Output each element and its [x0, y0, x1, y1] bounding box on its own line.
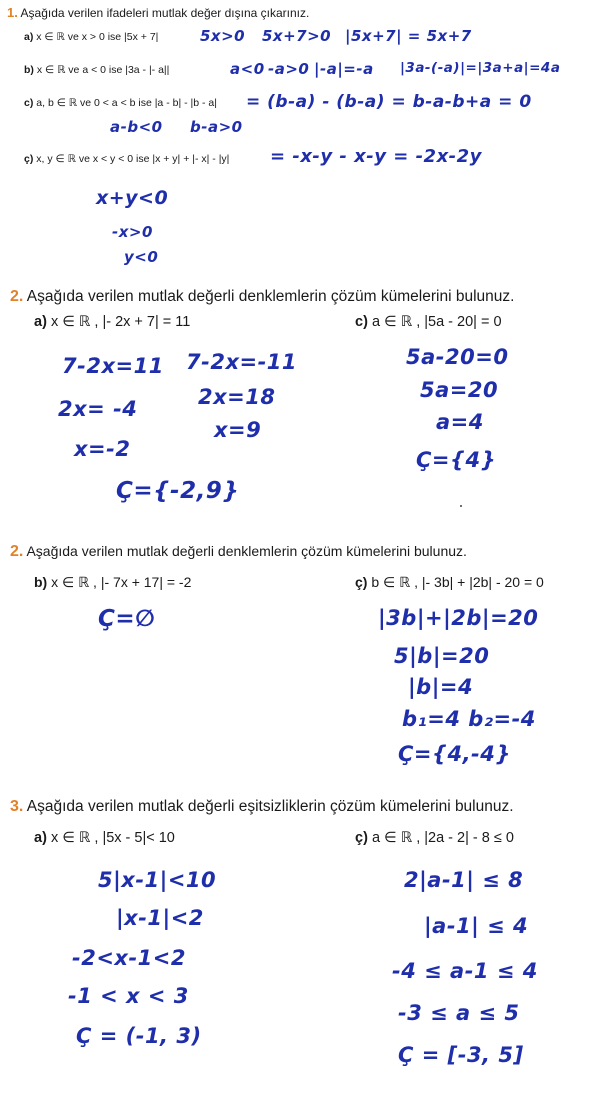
stray-dot [460, 505, 462, 507]
q1b-work-2: -a>0 [268, 60, 310, 78]
q3-a-work-2: |x-1|<2 [116, 906, 204, 930]
q2b-c-work-1: |3b|+|2b|=20 [378, 606, 539, 630]
q2a-header [10, 288, 514, 306]
q3-a-prompt [34, 830, 175, 846]
q2b-c-work-2: 5|b|=20 [394, 644, 490, 668]
q1d-work-3: -x>0 [112, 223, 153, 241]
q1b-label: b) [24, 64, 34, 76]
q3-a-work-3: -2<x-1<2 [72, 946, 187, 970]
q3-c-work-1: 2|a-1| ≤ 8 [404, 868, 524, 892]
q2a-a-work-left-3: x=-2 [74, 437, 131, 461]
q3-a-work-1: 5|x-1|<10 [98, 868, 217, 892]
q3-a-work-5: Ç = (-1, 3) [76, 1024, 202, 1048]
q1d-text: x, y ∈ ℝ ve x < y < 0 ise |x + y| + |- x| - |y| [36, 153, 230, 165]
q1b-text: x ∈ ℝ ve a < 0 ise |3a - |- a|| [36, 64, 170, 76]
q2b-b-label: b) [34, 574, 48, 590]
q1d-work-2: x+y<0 [96, 187, 169, 209]
q2b-header [10, 543, 467, 561]
q2a-a-text: x ∈ ℝ , |- 2x + 7| = 11 [50, 314, 191, 330]
q1c-text: a, b ∈ ℝ ve 0 < a < b ise |a - b| - |b - a| [36, 97, 217, 109]
q2a-a-work-left-2: 2x= -4 [58, 397, 138, 421]
q3-a-work-4: -1 < x < 3 [68, 984, 189, 1008]
q3-c-prompt [355, 830, 514, 846]
q1d-work-1: = -x-y - x-y = -2x-2y [270, 146, 482, 167]
q1c-work-3: b-a>0 [190, 118, 243, 136]
q2b-number: 2. [10, 543, 24, 560]
q2b-b-prompt [34, 574, 191, 591]
q1a-label: a) [24, 31, 34, 43]
q2b-c-work-5: Ç={4,-4} [398, 742, 511, 766]
q3-c-work-4: -3 ≤ a ≤ 5 [398, 1001, 520, 1025]
q2b-b-text: x ∈ ℝ , |- 7x + 17| = -2 [51, 574, 192, 590]
q2a-c-work-1: 5a-20=0 [406, 345, 509, 369]
q2a-a-label: a) [34, 314, 47, 330]
q3-c-text: a ∈ ℝ , |2a - 2| - 8 ≤ 0 [371, 830, 514, 846]
q2a-a-prompt [34, 314, 190, 330]
q2a-number: 2. [10, 288, 24, 305]
q2a-c-label: c) [355, 314, 368, 330]
q3-number: 3. [10, 798, 24, 815]
q1a-work-1: 5x>0 [200, 27, 246, 45]
q2b-c-prompt [355, 574, 544, 591]
q1-number: 1. [7, 5, 18, 20]
q3-title: Aşağıda verilen mutlak değerli eşitsizliklerin çözüm kümelerini bulunuz. [26, 798, 514, 815]
q1-header [7, 5, 309, 20]
q3-a-label: a) [34, 830, 47, 846]
q3-c-work-2: |a-1| ≤ 4 [424, 914, 529, 938]
q2b-title: Aşağıda verilen mutlak değerli denklemlerin çözüm kümelerini bulunuz. [26, 543, 467, 559]
q1b-work-4: |3a-(-a)|=|3a+a|=4a [400, 60, 561, 76]
q1b-work-1: a<0 [230, 60, 265, 78]
q2b-c-work-3: |b|=4 [408, 675, 474, 699]
q1d-work-4: y<0 [124, 248, 159, 266]
q1a-work-2: 5x+7>0 [262, 27, 332, 45]
q2a-title: Aşağıda verilen mutlak değerli denklemlerin çözüm kümelerini bulunuz. [26, 288, 515, 305]
q1d-prompt [24, 153, 229, 165]
q2a-a-work-right-2: 2x=18 [198, 385, 276, 409]
q2a-a-work-right-1: 7-2x=-11 [186, 350, 298, 374]
q2a-a-solution: Ç={-2,9} [116, 478, 240, 504]
q1a-work-3: |5x+7| = 5x+7 [345, 27, 472, 45]
q2b-c-work-4: b₁=4 b₂=-4 [402, 707, 536, 731]
q2a-c-work-4: Ç={4} [416, 448, 497, 472]
q1c-prompt [24, 97, 217, 109]
q1a-prompt [24, 31, 158, 43]
q1d-label: ç) [24, 153, 34, 165]
q2a-c-text: a ∈ ℝ , |5a - 20| = 0 [371, 314, 502, 330]
q1b-work-3: |-a|=-a [314, 60, 374, 78]
q2a-c-work-2: 5a=20 [420, 378, 499, 402]
q3-c-work-3: -4 ≤ a-1 ≤ 4 [392, 959, 538, 983]
q3-c-work-5: Ç = [-3, 5] [398, 1043, 524, 1067]
q3-a-text: x ∈ ℝ , |5x - 5|< 10 [50, 830, 175, 846]
q2a-a-work-right-3: x=9 [214, 418, 262, 442]
q1c-work-1: = (b-a) - (b-a) = b-a-b+a = 0 [246, 92, 532, 112]
q1b-prompt [24, 64, 169, 76]
q2b-c-label: ç) [355, 574, 368, 590]
q1c-work-2: a-b<0 [110, 118, 163, 136]
q2a-c-prompt [355, 314, 502, 330]
q2a-c-work-3: a=4 [436, 410, 484, 434]
q2b-b-work-1: Ç=∅ [98, 606, 156, 632]
q3-header [10, 798, 514, 816]
q2a-a-work-left-1: 7-2x=11 [62, 354, 164, 378]
q1a-text: x ∈ ℝ ve x > 0 ise |5x + 7| [36, 31, 159, 43]
q2b-c-text: b ∈ ℝ , |- 3b| + |2b| - 20 = 0 [371, 574, 544, 590]
q3-c-label: ç) [355, 830, 368, 846]
q1-title: Aşağıda verilen ifadeleri mutlak değer dışına çıkarınız. [20, 6, 310, 20]
q1c-label: c) [24, 97, 34, 109]
